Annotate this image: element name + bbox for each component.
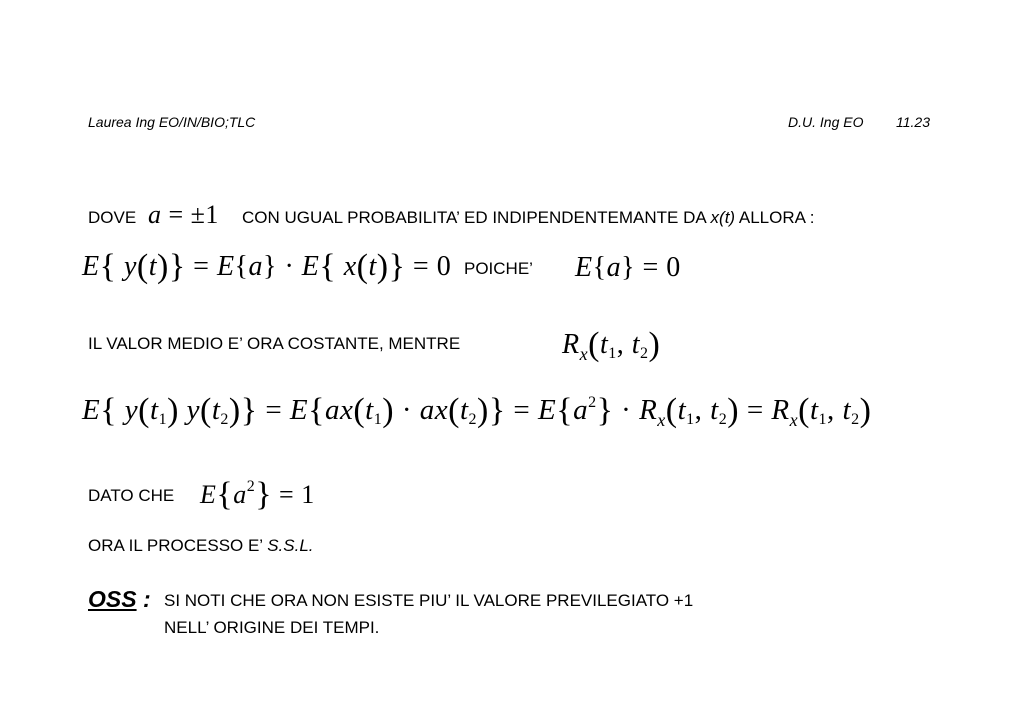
oss-line-2: NELL’ ORIGINE DEI TEMPI. bbox=[164, 618, 380, 637]
oss-colon: : bbox=[142, 586, 151, 612]
formula-expectation-y: E{ y(t)} = E{a} · E{ x(t)} = 0 bbox=[82, 248, 452, 285]
oss-line-1: SI NOTI CHE ORA NON ESISTE PIU’ IL VALORE PREVILEGIATO +1 bbox=[164, 591, 694, 610]
text-dove: DOVE bbox=[88, 208, 137, 227]
text-processo-main: ORA IL PROCESSO E’ bbox=[88, 536, 263, 555]
text-condition-main: CON UGUAL PROBABILITA’ ED INDIPENDENTEMANTE DA bbox=[242, 208, 706, 227]
oss-label: OSS bbox=[88, 586, 137, 612]
text-processo bbox=[88, 536, 314, 556]
text-ssl: S.S.L. bbox=[267, 536, 314, 555]
text-xt: x(t) bbox=[710, 208, 736, 227]
page-number: 11.23 bbox=[896, 114, 930, 130]
formula-autocorrelation: E{ $y(t_1) y(t_2)\} = E\{ax(t_1) \cdot ax(t_2)\} = E\{a^2\} \cdot R_x(t_1$, $t_2) = R_x(t_1$, $t_2$) bbox=[82, 392, 872, 430]
header-code: D.U. Ing EO bbox=[788, 114, 864, 130]
formula-rx-t1-t2: $R_x(t_1$, $t_2$) bbox=[562, 326, 661, 364]
text-condition bbox=[242, 208, 815, 228]
oss-heading bbox=[88, 586, 151, 613]
text-valor-medio: IL VALOR MEDIO E’ ORA COSTANTE, MENTRE bbox=[88, 334, 461, 353]
formula-a-pm-one: a = ±1 bbox=[148, 200, 219, 229]
header-course: Laurea Ing EO/IN/BIO;TLC bbox=[88, 114, 256, 130]
text-allora: ALLORA : bbox=[738, 208, 815, 227]
text-dato-che: DATO CHE bbox=[88, 486, 175, 505]
formula-expectation-a-squared: $E\{a^2\} = 1$ bbox=[200, 476, 315, 513]
text-poiche: POICHE’ bbox=[464, 259, 533, 278]
formula-expectation-a: E{a} = 0 bbox=[575, 252, 681, 283]
